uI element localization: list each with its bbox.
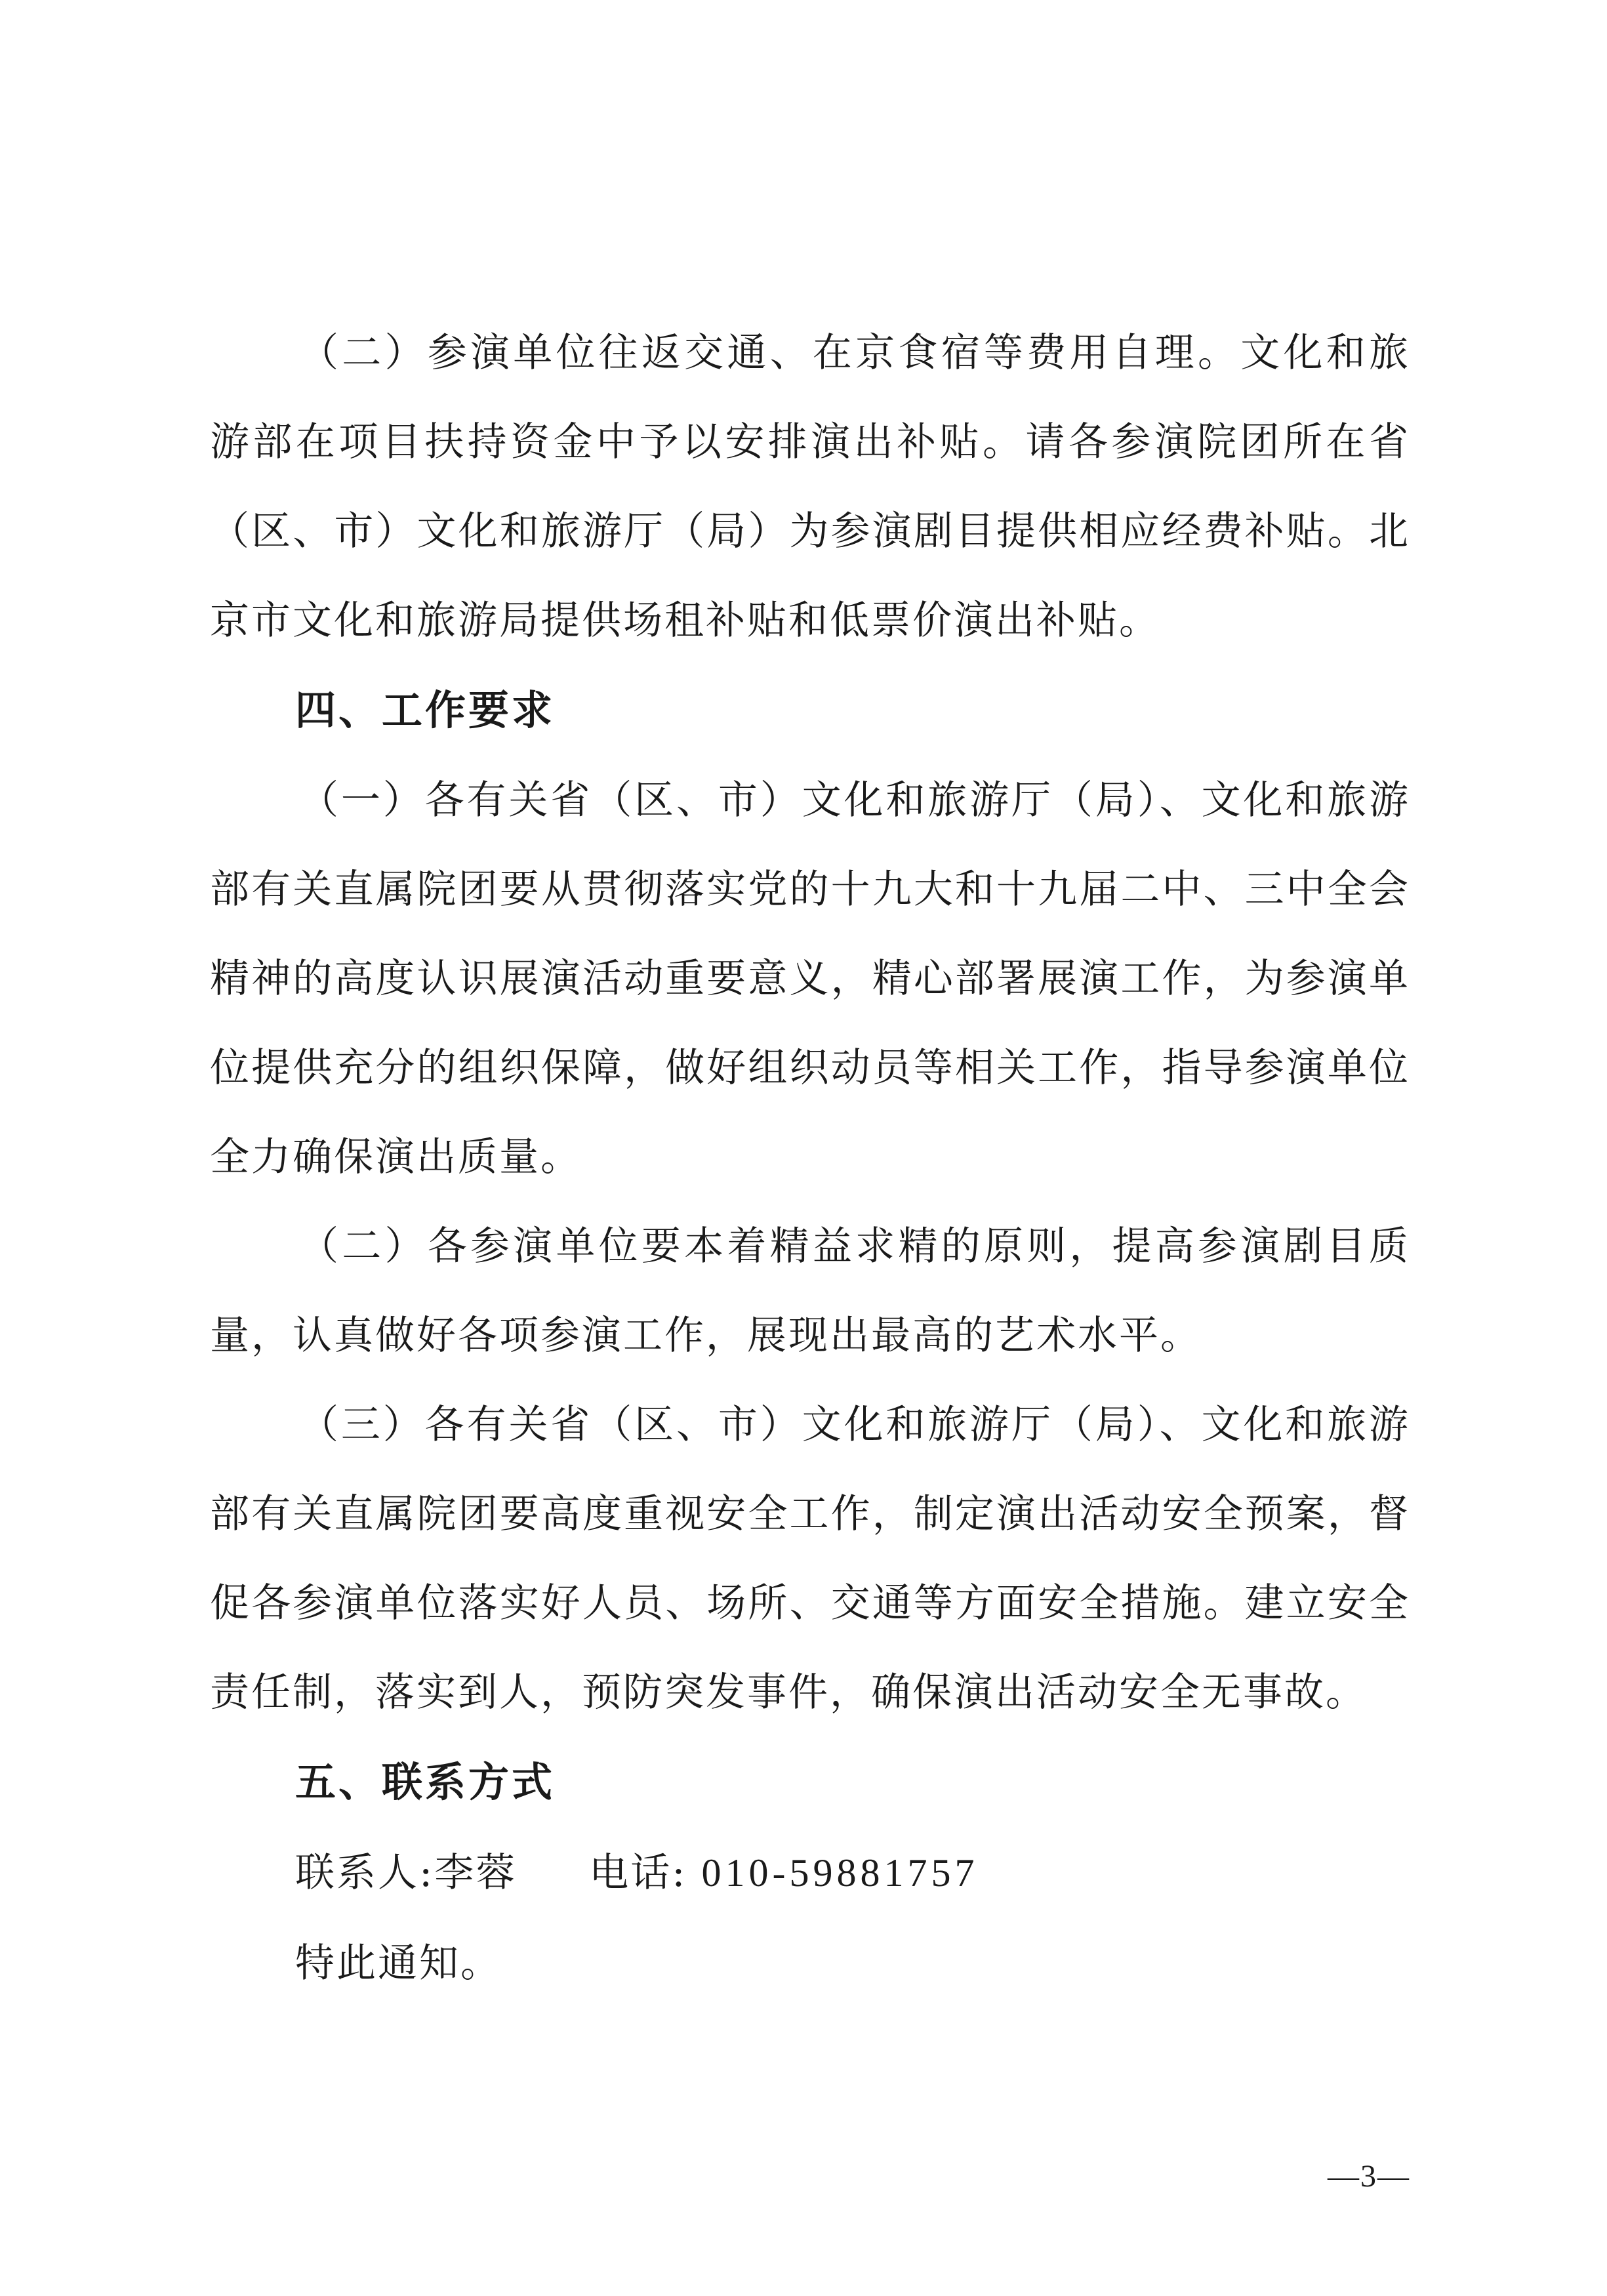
page-number: —3— bbox=[1328, 2159, 1410, 2194]
requirement-item-2: （二）各参演单位要本着精益求精的原则，提高参演剧目质量，认真做好各项参演工作，展现出最高的艺术水平。 bbox=[210, 1223, 1410, 1359]
section-heading-contact: 五、联系方式 bbox=[295, 1758, 556, 1806]
document-body bbox=[210, 308, 1410, 2009]
requirement-item-3: （三）各有关省（区、市）文化和旅游厅（局）、文化和旅游部有关直属院团要高度重视安全工作，制定演出活动安全预案，督促各参演单位落实好人员、场所、交通等方面安全措施。建立安全责任制，落实到人，预防突发事件，确保演出活动安全无事故。 bbox=[210, 1402, 1410, 1715]
section-heading-work-requirements: 四、工作要求 bbox=[295, 686, 556, 734]
phone-label: 电话: bbox=[589, 1850, 687, 1896]
contact-line bbox=[210, 1828, 1410, 1918]
paragraph-subsidy: （二）参演单位往返交通、在京食宿等费用自理。文化和旅游部在项目扶持资金中予以安排演出补贴。请各参演院团所在省（区、市）文化和旅游厅（局）为参演剧目提供相应经费补贴。北京市文化和旅游局提供场租补贴和低票价演出补贴。 bbox=[210, 330, 1410, 644]
requirement-item-1: （一）各有关省（区、市）文化和旅游厅（局）、文化和旅游部有关直属院团要从贯彻落实党的十九大和十九届二中、三中全会精神的高度认识展演活动重要意义，精心部署展演工作，为参演单位提供充分的组织保障，做好组织动员等相关工作，指导参演单位全力确保演出质量。 bbox=[210, 777, 1410, 1180]
closing-statement: 特此通知。 bbox=[295, 1940, 502, 1986]
contact-label: 联系人: bbox=[295, 1850, 435, 1896]
contact-name: 李蓉 bbox=[434, 1850, 518, 1896]
phone-number: 010-59881757 bbox=[701, 1851, 979, 1895]
